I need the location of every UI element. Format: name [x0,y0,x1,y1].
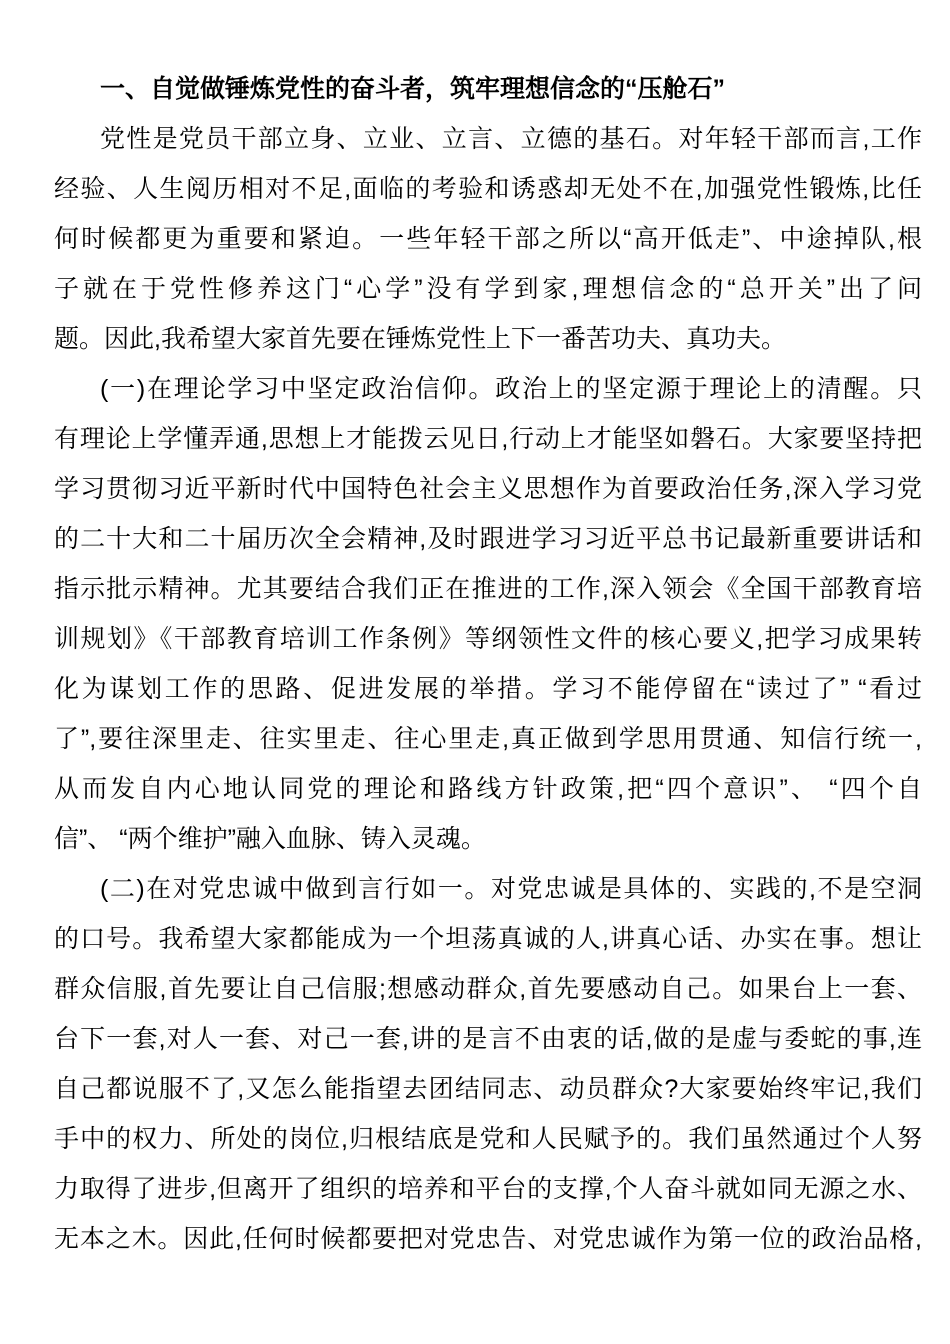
text-line: 从而发自内心地认同党的理论和路线方针政策,把“四个意识”、 “四个自 [54,775,922,803]
text-line: 子就在于党性修养这门“心学”没有学到家,理想信念的“总开关”出了问 [54,275,922,303]
text-line: 何时候都更为重要和紧迫。一些年轻干部之所以“高开低走”、中途掉队,根 [54,225,922,253]
text-line: 力取得了进步,但离开了组织的培养和平台的支撑,个人奋斗就如同无源之水、 [54,1175,922,1203]
text-line: 学习贯彻习近平新时代中国特色社会主义思想作为首要政治任务,深入学习党 [54,475,922,503]
text-line: (一)在理论学习中坚定政治信仰。政治上的坚定源于理论上的清醒。只 [100,375,922,403]
text-line: 经验、人生阅历相对不足,面临的考验和诱惑却无处不在,加强党性锻炼,比任 [54,175,922,203]
document-content [54,64,922,1264]
text-line: 无本之木。因此,任何时候都要把对党忠告、对党忠诚作为第一位的政治品格, [54,1225,922,1253]
text-line: 台下一套,对人一套、对己一套,讲的是言不由衷的话,做的是虚与委蛇的事,连 [54,1025,922,1053]
text-line: 的二十大和二十届历次全会精神,及时跟进学习习近平总书记最新重要讲话和 [54,525,922,553]
text-line: (二)在对党忠诚中做到言行如一。对党忠诚是具体的、实践的,不是空洞 [100,875,922,903]
text-line: 信”、 “两个维护”融入血脉、铸入灵魂。 [54,825,486,853]
text-line: 群众信服,首先要让自己信服;想感动群众,首先要感动自己。如果台上一套、 [54,975,922,1003]
text-line: 自己都说服不了,又怎么能指望去团结同志、动员群众?大家要始终牢记,我们 [54,1075,922,1103]
text-line: 化为谋划工作的思路、促进发展的举措。学习不能停留在“读过了” “看过 [54,675,922,703]
heading-line: 一、自觉做锤炼党性的奋斗者，筑牢理想信念的“压舱石” [100,75,726,103]
text-line: 了”,要往深里走、往实里走、往心里走,真正做到学思用贯通、知信行统一, [54,725,922,753]
text-line: 手中的权力、所处的岗位,归根结底是党和人民赋予的。我们虽然通过个人努 [54,1125,922,1153]
text-line: 题。因此,我希望大家首先要在锤炼党性上下一番苦功夫、真功夫。 [54,325,786,353]
text-line: 党性是党员干部立身、立业、立言、立德的基石。对年轻干部而言,工作 [100,125,922,153]
paragraph [54,364,922,864]
text-line: 的口号。我希望大家都能成为一个坦荡真诚的人,讲真心话、办实在事。想让 [54,925,922,953]
paragraph [54,864,922,1264]
text-line: 指示批示精神。尤其要结合我们正在推进的工作,深入领会《全国干部教育培 [54,575,922,603]
text-line: 训规划》《干部教育培训工作条例》等纲领性文件的核心要义,把学习成果转 [54,625,922,653]
text-line: 有理论上学懂弄通,思想上才能拨云见日,行动上才能坚如磐石。大家要坚持把 [54,425,922,453]
section-heading [54,64,922,114]
paragraph [54,114,922,364]
